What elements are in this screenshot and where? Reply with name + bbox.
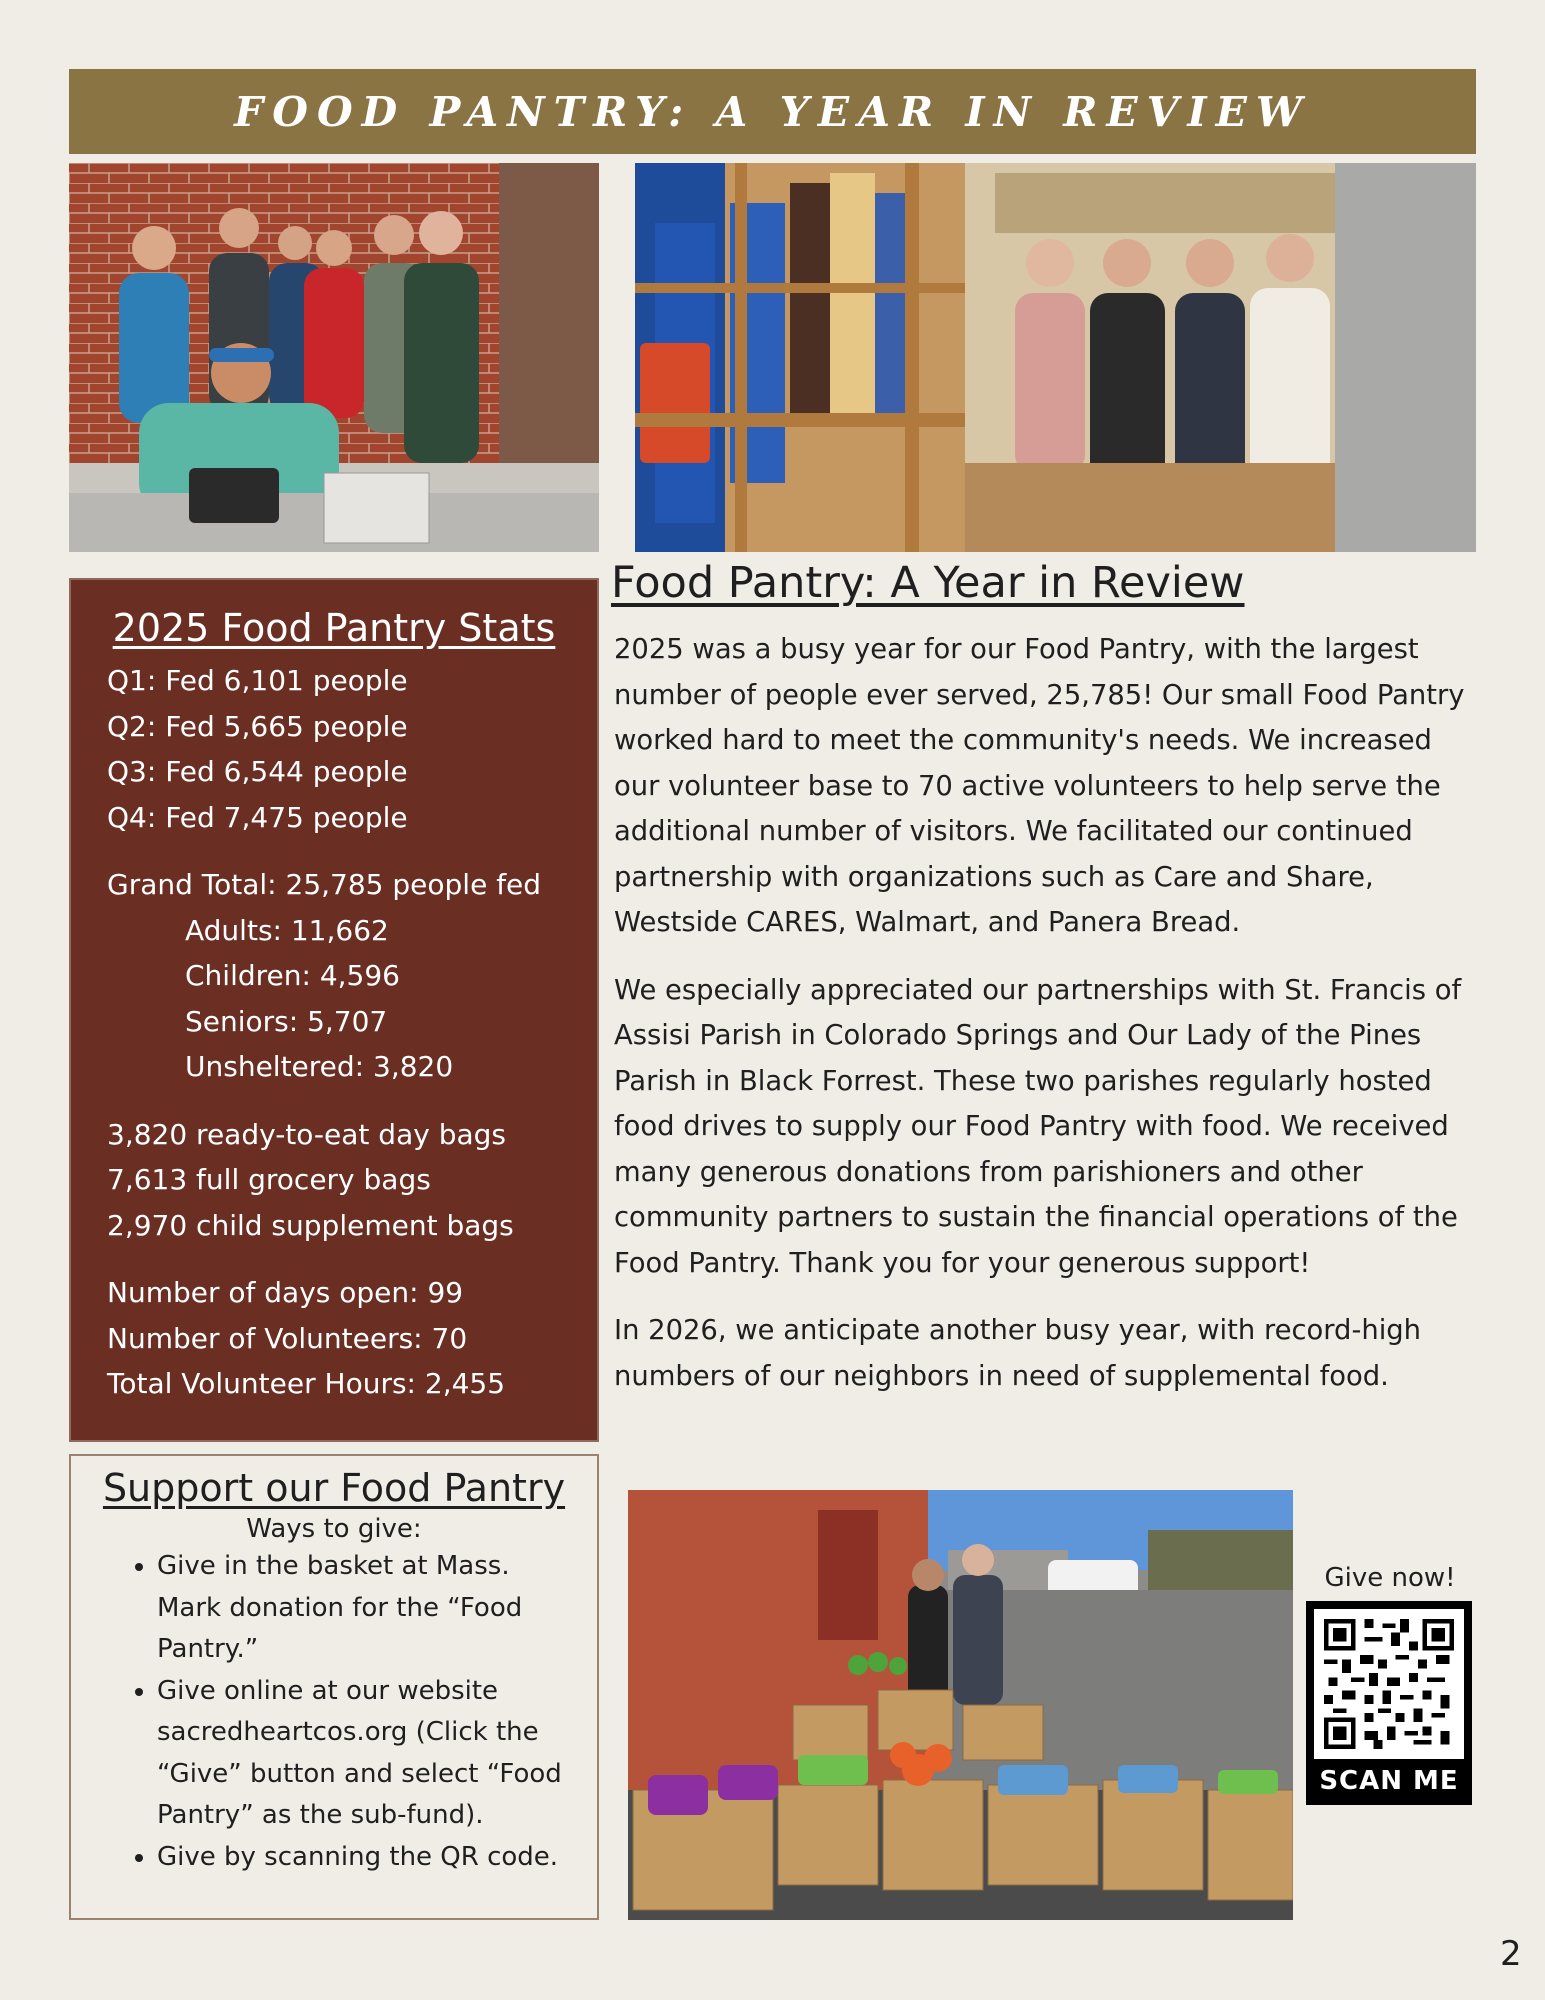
qr-card[interactable] bbox=[1306, 1601, 1472, 1805]
qr-donation-area[interactable] bbox=[1306, 1563, 1474, 1805]
support-title: Support our Food Pantry bbox=[102, 1466, 566, 1510]
stat-q3: Q3: Fed 6,544 people bbox=[107, 755, 408, 788]
photo-pantry-shelves bbox=[635, 163, 1476, 552]
article-title: Food Pantry: A Year in Review bbox=[611, 558, 1245, 608]
stat-child-bags: 2,970 child supplement bags bbox=[107, 1208, 514, 1242]
scan-me-label: SCAN ME bbox=[1319, 1766, 1459, 1796]
stat-q2: Q2: Fed 5,665 people bbox=[107, 709, 408, 743]
page-number: 2 bbox=[1500, 1934, 1522, 1974]
stat-volunteer-hours: Total Volunteer Hours: 2,455 bbox=[107, 1367, 506, 1400]
header-banner bbox=[69, 69, 1476, 154]
article-paragraph: 2025 was a busy year for our Food Pantry, with the largest number of people ever served, 25,785! Our small Food Pantry worked hard to meet the community's needs. We increased our volunteer base to 70 active volunteers to help serve the additional number of visitors. We facilitated our continued partnership with organizations such as Care and Share, Westside CARES, Walmart, and Panera Bread. bbox=[614, 634, 1465, 938]
photo-volunteers-outdoor bbox=[69, 163, 599, 552]
stat-seniors: Seniors: 5,707 bbox=[185, 1004, 388, 1038]
page-title: FOOD PANTRY: A YEAR IN REVIEW bbox=[234, 87, 1311, 136]
article-paragraph: In 2026, we anticipate another busy year, with record-high numbers of our neighbors in need of supplemental food. bbox=[614, 1315, 1422, 1392]
article-paragraph: We especially appreciated our partnerships with St. Francis of Assisi Parish in Colorado Springs and Our Lady of the Pines Parish in Black Forrest. These two parishes regularly hosted food drives to supply our Food Pantry with food. We received many generous donations from parishioners and other community partners to sustain the financial operations of the Food Pantry. Thank you for your generous support! bbox=[614, 974, 1462, 1279]
article-body bbox=[614, 627, 1486, 1421]
stats-panel bbox=[69, 578, 599, 1442]
stat-q1: Q1: Fed 6,101 people bbox=[107, 664, 408, 697]
stat-grocery-bags: 7,613 full grocery bags bbox=[107, 1163, 431, 1196]
qr-code[interactable] bbox=[1314, 1609, 1464, 1759]
stat-q4: Q4: Fed 7,475 people bbox=[107, 800, 408, 834]
stats-title: 2025 Food Pantry Stats bbox=[112, 606, 556, 650]
list-item: • Give online at our website sacredheartcos.org (Click the “Give” button and select “Food Pantry” as the sub-fund). bbox=[157, 1671, 577, 1837]
stat-days-open: Number of days open: 99 bbox=[107, 1276, 464, 1309]
stat-adults: Adults: 11,662 bbox=[185, 913, 389, 947]
stat-unsheltered: Unsheltered: 3,820 bbox=[185, 1050, 454, 1083]
photo-produce-boxes bbox=[628, 1490, 1293, 1920]
stat-children: Children: 4,596 bbox=[185, 959, 400, 992]
list-item: • Give by scanning the QR code. bbox=[157, 1837, 577, 1879]
ways-to-give-list bbox=[71, 1546, 597, 1878]
list-item: • Give in the basket at Mass. Mark donation for the “Food Pantry.” bbox=[157, 1546, 577, 1671]
stat-grand-total: Grand Total: 25,785 people fed bbox=[107, 868, 542, 901]
support-subtitle: Ways to give: bbox=[246, 1514, 422, 1544]
give-now-caption: Give now! bbox=[1324, 1563, 1456, 1593]
support-panel bbox=[69, 1454, 599, 1920]
stat-day-bags: 3,820 ready-to-eat day bags bbox=[107, 1117, 506, 1151]
stat-volunteers: Number of Volunteers: 70 bbox=[107, 1321, 468, 1355]
